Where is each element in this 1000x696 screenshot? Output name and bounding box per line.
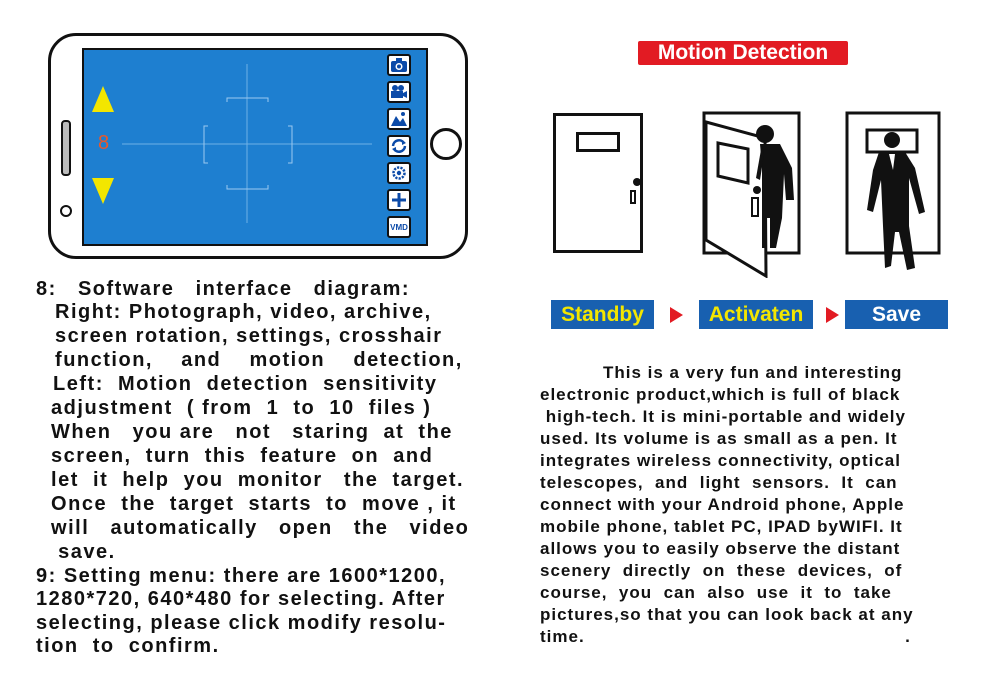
description-line: used. Its volume is as small as a pen. It [540,429,898,448]
description-line: telescopes, and light sensors. It can [540,473,898,492]
crosshair-icon[interactable] [387,189,411,211]
left-text-line: selecting, please click modify resolu- [36,612,447,634]
crosshair-overlay [82,48,428,246]
vmd-label: VMD [390,222,408,232]
app-screen [82,48,428,246]
description-line: scenery directly on these devices, of [540,561,903,580]
activated-door-illustration [700,108,805,278]
settings-icon[interactable] [387,162,411,184]
save-step: Save [845,300,948,329]
archive-icon[interactable] [387,108,411,130]
sensitivity-down-arrow-icon[interactable] [92,178,114,204]
left-text-line: screen, turn this feature on and [44,445,434,467]
sensitivity-up-arrow-icon[interactable] [92,86,114,112]
flow-arrow-icon [826,307,839,323]
description-line: connect with your Android phone, Apple [540,495,905,514]
left-text-line: save. [44,541,116,563]
vmd-icon[interactable] [387,216,411,238]
left-text-line: tion to confirm. [36,635,220,657]
left-text-line: adjustment ( from 1 to 10 files ) [44,397,432,419]
left-text-line: Left: Motion detection sensitivity [46,373,438,395]
left-text-line: screen rotation, settings, crosshair [48,325,443,347]
save-door-illustration [843,108,943,278]
standby-step: Standby [551,300,654,329]
description-line: allows you to easily observe the distant [540,539,901,558]
left-text-line: will automatically open the video [44,517,470,539]
left-text-line: 9: Setting menu: there are 1600*1200, [36,565,447,587]
video-icon[interactable] [387,81,411,103]
left-text-line: Right: Photograph, video, archive, [48,301,432,323]
description-line: pictures,so that you can look back at any [540,605,914,624]
description-line: time. . [540,627,911,646]
flow-arrow-icon [670,307,683,323]
description-line: high-tech. It is mini-portable and widely [540,407,906,426]
left-text-line: let it help you monitor the target. [44,469,465,491]
description-line: integrates wireless connectivity, optical [540,451,901,470]
left-text-line: function, and motion detection, [48,349,463,371]
description-line: mobile phone, tablet PC, IPAD byWIFI. It [540,517,903,536]
left-text-line: Once the target starts to move , it [44,493,457,515]
sensitivity-value: 8 [98,132,110,154]
phone-side-button [61,120,71,176]
phone-camera [60,205,72,217]
left-text-line: 1280*720, 640*480 for selecting. After [36,588,446,610]
left-text-line: When you are not staring at the [44,421,453,443]
camera-icon[interactable] [387,54,411,76]
rotate-icon[interactable] [387,135,411,157]
phone-home-button [430,128,462,160]
description-line: This is a very fun and interesting [540,363,903,382]
motion-detection-title: Motion Detection [638,41,848,65]
description-line: electronic product,which is full of black [540,385,901,404]
left-text-line: 8: Software interface diagram: [36,278,411,300]
activaten-step: Activaten [699,300,813,329]
description-line: course, you can also use it to take [540,583,892,602]
standby-door [553,113,643,253]
